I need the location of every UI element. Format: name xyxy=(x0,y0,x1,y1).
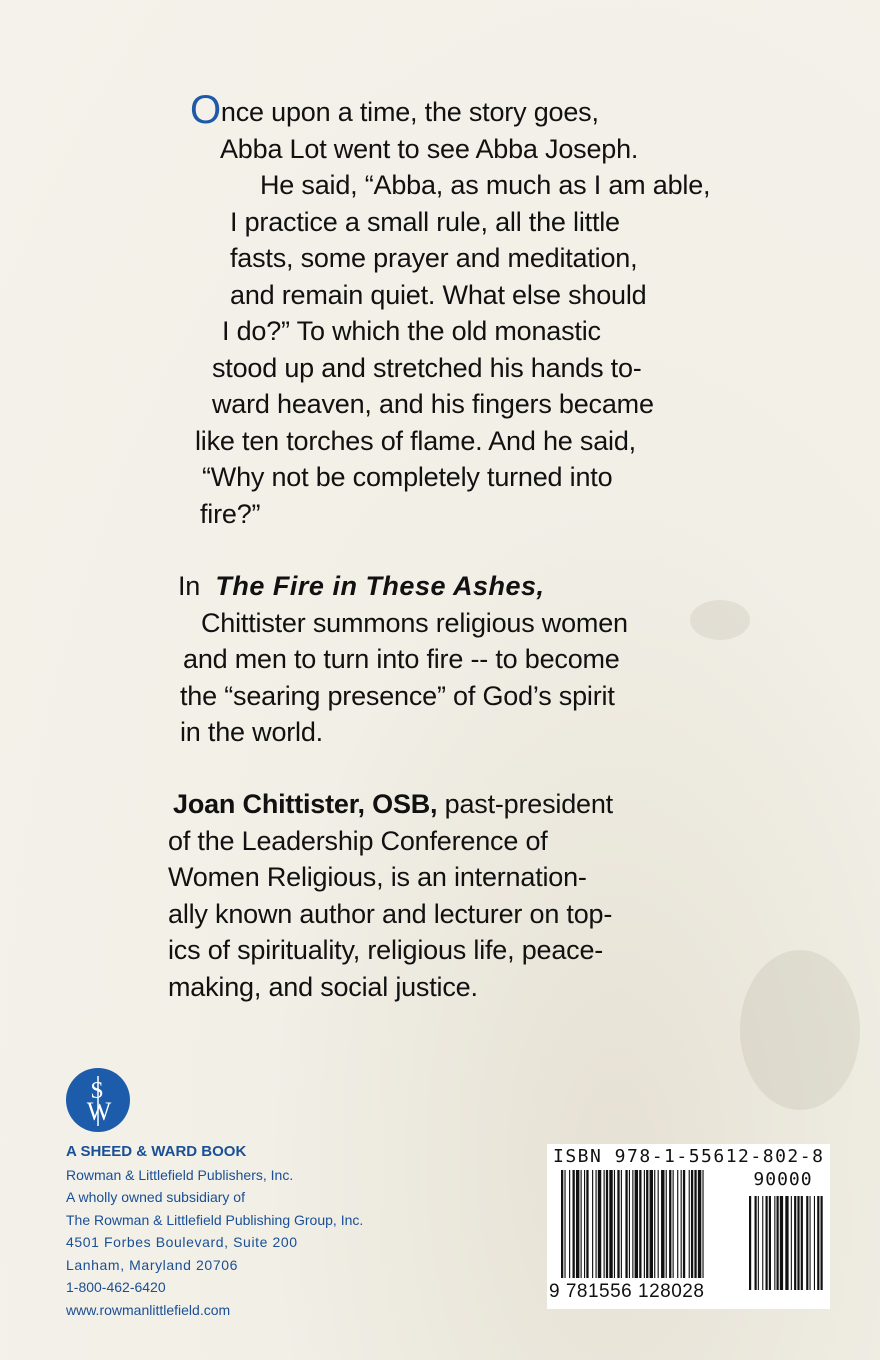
addon-digits: 90000 xyxy=(743,1169,823,1190)
blurb-line: the “searing presence” of God’s spirit xyxy=(180,680,615,711)
paper-stain xyxy=(740,950,860,1110)
story-line: and remain quiet. What else should xyxy=(230,279,647,310)
addon-bar xyxy=(785,1196,788,1290)
website-link[interactable]: www.rowmanlittlefield.com xyxy=(66,1301,231,1318)
street-address: 4501 Forbes Boulevard, Suite 200 xyxy=(66,1234,298,1250)
barcode-bar xyxy=(635,1170,638,1278)
bio-line: of the Leadership Conference of xyxy=(168,825,548,856)
barcode-bar xyxy=(586,1170,588,1278)
isbn-label: ISBN 978-1-55612-802-8 xyxy=(553,1146,825,1167)
story-line: I do?” To which the old monastic xyxy=(222,316,601,346)
barcode-bar xyxy=(669,1170,671,1278)
addon-bar xyxy=(766,1196,768,1290)
barcode-bar xyxy=(702,1170,703,1278)
blurb-line: and men to turn into fire -- to become xyxy=(183,644,620,674)
barcode-bar xyxy=(689,1170,690,1278)
barcode-bar xyxy=(569,1170,570,1278)
addon-bar xyxy=(769,1196,771,1290)
addon-bar xyxy=(762,1196,763,1290)
blurb-line: in the world. xyxy=(180,717,323,747)
barcode-bar xyxy=(561,1170,563,1278)
ean-digits: 9 781556 128028 xyxy=(549,1281,708,1303)
publisher-info xyxy=(66,1141,363,1321)
logo-letter-s: S xyxy=(90,1078,104,1104)
bio-line: making, and social justice. xyxy=(168,971,478,1002)
story-line: fasts, some prayer and meditation, xyxy=(230,243,638,273)
barcode-bar xyxy=(661,1170,664,1278)
barcode-bar xyxy=(609,1170,612,1278)
barcode-bar xyxy=(639,1170,641,1278)
addon-bar xyxy=(821,1196,823,1290)
blurb-intro: In xyxy=(178,571,208,601)
barcode-bar xyxy=(681,1170,682,1278)
sheed-ward-logo xyxy=(66,1068,130,1132)
addon-bar xyxy=(755,1196,757,1290)
barcode-bar xyxy=(629,1170,630,1278)
addon-bar xyxy=(806,1196,808,1290)
author-name: Joan Chittister, OSB, xyxy=(173,789,438,819)
barcode-bar xyxy=(576,1170,579,1278)
publishing-group: The Rowman & Littlefield Publishing Group, Inc. xyxy=(66,1211,364,1228)
barcode-bar xyxy=(658,1170,659,1278)
barcode-bar xyxy=(596,1170,597,1278)
subsidiary-note: A wholly owned subsidiary of xyxy=(66,1189,245,1205)
phone-number: 1-800-462-6420 xyxy=(66,1279,166,1295)
book-title: The Fire in These Ashes, xyxy=(215,571,545,601)
bio-line xyxy=(168,786,688,823)
imprint-name: A SHEED & WARD BOOK xyxy=(66,1143,247,1160)
barcode-bar xyxy=(617,1170,619,1278)
barcode-bar xyxy=(654,1170,655,1278)
barcode-bar xyxy=(606,1170,608,1278)
story-line: stood up and stretched his hands to- xyxy=(212,352,642,383)
barcode-bar xyxy=(650,1170,653,1278)
city-address: Lanham, Maryland 20706 xyxy=(66,1256,238,1273)
logo-letter-w: W xyxy=(86,1097,112,1126)
story-line: Abba Lot went to see Abba Joseph. xyxy=(220,133,639,164)
addon-bar xyxy=(774,1196,775,1290)
story-line: ward heaven, and his fingers became xyxy=(212,389,654,419)
barcode-bar xyxy=(673,1170,674,1278)
barcode-bar xyxy=(625,1170,627,1278)
book-blurb xyxy=(178,568,698,751)
addon-bar xyxy=(758,1196,759,1290)
addon-bar xyxy=(749,1196,751,1290)
barcode-bar xyxy=(604,1170,605,1278)
story-paragraph xyxy=(190,88,711,532)
barcode-bar xyxy=(573,1170,575,1278)
addon-bar xyxy=(810,1196,811,1290)
barcode-bar xyxy=(564,1170,565,1278)
barcode-bar xyxy=(677,1170,678,1278)
barcode-bar xyxy=(698,1170,701,1278)
barcode-bar xyxy=(683,1170,685,1278)
author-bio xyxy=(168,786,688,1005)
addon-bar xyxy=(797,1196,799,1290)
barcode-bar xyxy=(632,1170,633,1278)
barcode-bar xyxy=(581,1170,582,1278)
sw-monogram-icon xyxy=(66,1068,130,1132)
barcode-bar xyxy=(621,1170,622,1278)
barcode-bar xyxy=(694,1170,696,1278)
isbn-barcode xyxy=(547,1144,830,1309)
barcode-bar xyxy=(644,1170,645,1278)
bio-line: ally known author and lecturer on top- xyxy=(168,898,613,929)
barcode-bar xyxy=(592,1170,593,1278)
addon-bar xyxy=(794,1196,796,1290)
drop-cap: O xyxy=(190,88,221,132)
barcode-bar xyxy=(691,1170,693,1278)
publisher-name: Rowman & Littlefield Publishers, Inc. xyxy=(66,1166,294,1183)
addon-bar xyxy=(791,1196,792,1290)
barcode-bar xyxy=(646,1170,648,1278)
bio-line: Women Religious, is an internation- xyxy=(168,862,587,892)
story-line xyxy=(190,88,690,132)
barcode-bar xyxy=(584,1170,585,1278)
bio-line: ics of spirituality, religious life, peace- xyxy=(168,935,604,965)
addon-bar xyxy=(801,1196,803,1290)
addon-bar xyxy=(780,1196,783,1290)
paper-stain xyxy=(690,600,750,640)
addon-bar xyxy=(777,1196,779,1290)
story-line: like ten torches of flame. And he said, xyxy=(195,425,636,456)
barcode-bar xyxy=(666,1170,667,1278)
blurb-line xyxy=(178,568,698,605)
story-line: I practice a small rule, all the little xyxy=(230,206,620,237)
story-line: He said, “Abba, as much as I am able, xyxy=(260,170,711,200)
addon-bar xyxy=(814,1196,815,1290)
story-first-line-text: nce upon a time, the story goes, xyxy=(220,97,599,127)
barcode-bar xyxy=(614,1170,615,1278)
story-line: fire?” xyxy=(200,498,261,529)
addon-bar xyxy=(817,1196,819,1290)
bio-first-line-text: past-president xyxy=(437,789,613,819)
blurb-line: Chittister summons religious women xyxy=(201,607,628,638)
story-line: “Why not be completely turned into xyxy=(202,462,613,492)
barcode-bar xyxy=(598,1170,601,1278)
